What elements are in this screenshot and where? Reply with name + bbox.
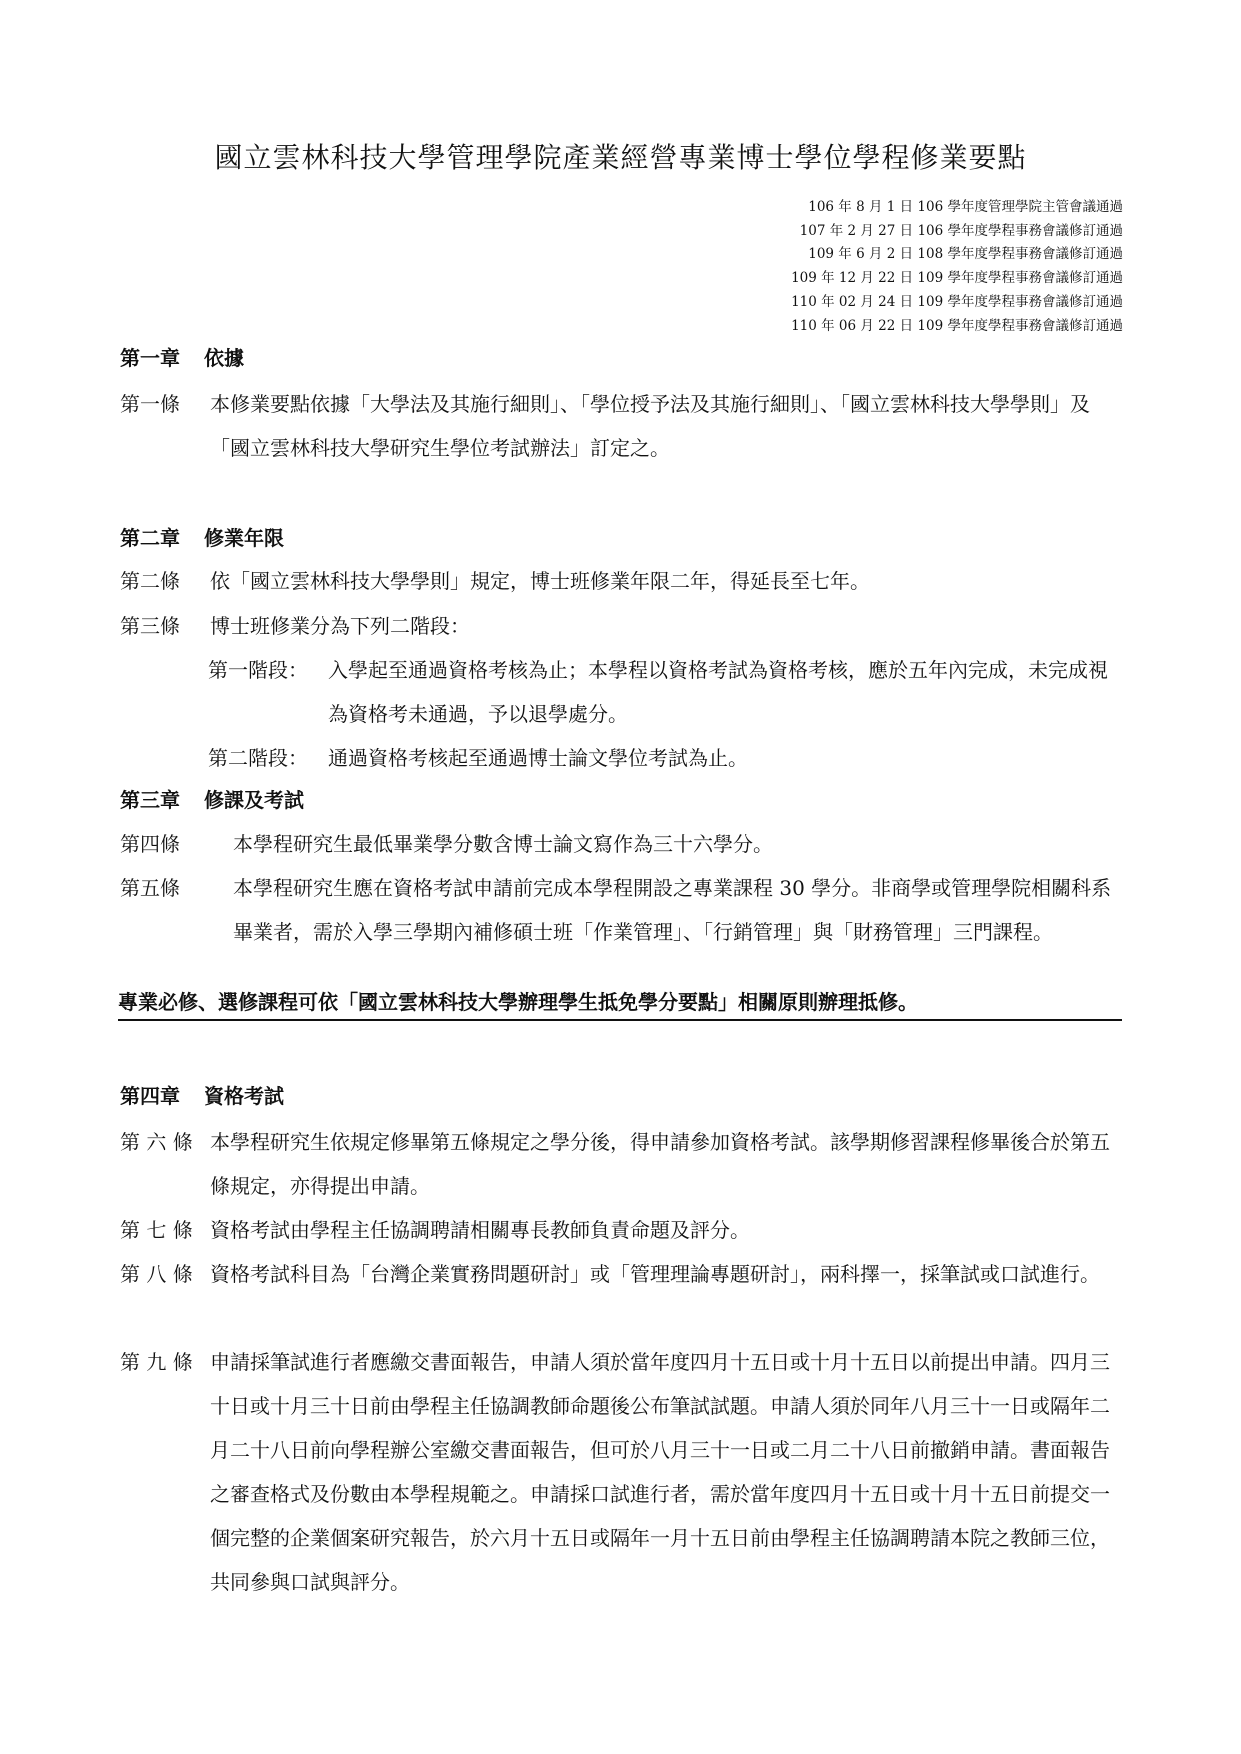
article-text: 博士班修業分為下列二階段： (210, 614, 470, 638)
article-text: 依「國立雲林科技大學學則」規定，博士班修業年限二年，得延長至七年。 (210, 569, 870, 593)
article-text: 本學程研究生應在資格考試申請前完成本學程開設之專業課程 30 學分。非商學或管理學院相關科系畢業者，需於入學三學期內補修碩士班「作業管理」、「行銷管理」與「財務管理」三門課程。 (233, 876, 1112, 944)
chapter-label: 第四章 (120, 1084, 180, 1108)
article-label: 第 八 條 (120, 1262, 193, 1286)
article-3 (120, 604, 1122, 648)
article-label: 第 九 條 (120, 1350, 193, 1374)
chapter-title: 資格考試 (204, 1084, 284, 1108)
revision-entry: 109 年 12 月 22 日 109 學年度學程事務會議修訂通過 (791, 270, 1123, 287)
article-7 (120, 1208, 1122, 1252)
article-text: 申請採筆試進行者應繳交書面報告，申請人須於當年度四月十五日或十月十五日以前提出申請。四月三十日或十月三十日前由學程主任協調教師命題後公布筆試試題。申請人須於同年八月三十一日或隔年二月二十八日前向學程辦公室繳交書面報告，但可於八月三十一日或二月二十八日前撤銷申請。書面報告之審查格式及份數由本學程規範之。申請採口試進行者，需於當年度四月十五日或十月十五日前提交一個完整的企業個案研究報告，於六月十五日或隔年一月十五日前由學程主任協調聘請本院之教師三位，共同參與口試與評分。 (210, 1350, 1110, 1594)
stage-text: 入學起至通過資格考核為止；本學程以資格考試為資格考核，應於五年內完成，未完成視為資格考未通過，予以退學處分。 (328, 658, 1108, 726)
document-title: 國立雲林科技大學管理學院產業經營專業博士學位學程修業要點 (214, 141, 1027, 174)
article-2 (120, 559, 1122, 603)
article-label: 第一條 (120, 392, 180, 416)
revision-entry: 107 年 2 月 27 日 106 學年度學程事務會議修訂通過 (799, 222, 1123, 239)
chapter-title: 修課及考試 (204, 788, 304, 812)
chapter-title: 依據 (204, 346, 244, 370)
stage-2 (208, 736, 1122, 780)
stage-text: 通過資格考核起至通過博士論文學位考試為止。 (328, 746, 748, 770)
chapter-title: 修業年限 (204, 526, 284, 550)
article-9 (120, 1340, 1122, 1604)
chapter-2-heading (120, 522, 284, 551)
revision-entry: 106 年 8 月 1 日 106 學年度管理學院主管會議通過 (808, 199, 1123, 215)
chapter-label: 第三章 (120, 788, 180, 812)
article-8 (120, 1252, 1122, 1296)
credit-waiver-note: 專業必修、選修課程可依「國立雲林科技大學辦理學生抵免學分要點」相關原則辦理抵修。 (118, 986, 1122, 1021)
article-4 (120, 822, 1122, 866)
article-5 (120, 866, 1122, 954)
stage-label: 第二階段： (208, 746, 308, 770)
revision-history (791, 196, 1123, 338)
article-label: 第三條 (120, 614, 180, 638)
chapter-3-heading (120, 784, 304, 813)
article-text: 資格考試科目為「台灣企業實務問題研討」或「管理理論專題研討」，兩科擇一，採筆試或口試進行。 (210, 1262, 1100, 1286)
article-text: 資格考試由學程主任協調聘請相關專長教師負責命題及評分。 (210, 1218, 750, 1242)
article-label: 第二條 (120, 569, 180, 593)
article-label: 第 七 條 (120, 1218, 193, 1242)
article-text: 本學程研究生最低畢業學分數含博士論文寫作為三十六學分。 (233, 832, 773, 856)
chapter-label: 第一章 (120, 346, 180, 370)
article-6 (120, 1120, 1122, 1208)
article-label: 第 六 條 (120, 1130, 193, 1154)
revision-entry: 110 年 02 月 24 日 109 學年度學程事務會議修訂通過 (791, 293, 1123, 310)
article-text: 本學程研究生依規定修畢第五條規定之學分後，得申請參加資格考試。該學期修習課程修畢後合於第五條規定，亦得提出申請。 (210, 1130, 1110, 1198)
revision-entry: 109 年 6 月 2 日 108 學年度學程事務會議修訂通過 (808, 246, 1123, 263)
chapter-label: 第二章 (120, 526, 180, 550)
article-label: 第五條 (120, 876, 180, 900)
chapter-1-heading (120, 342, 244, 371)
article-label: 第四條 (120, 832, 180, 856)
article-text: 本修業要點依據「大學法及其施行細則」、「學位授予法及其施行細則」、「國立雲林科技大學學則」及「國立雲林科技大學研究生學位考試辦法」訂定之。 (210, 392, 1090, 460)
stage-label: 第一階段： (208, 658, 308, 682)
revision-entry: 110 年 06 月 22 日 109 學年度學程事務會議修訂通過 (791, 317, 1123, 334)
chapter-4-heading (120, 1080, 284, 1109)
stage-1 (208, 648, 1122, 736)
article-1 (120, 382, 1122, 470)
